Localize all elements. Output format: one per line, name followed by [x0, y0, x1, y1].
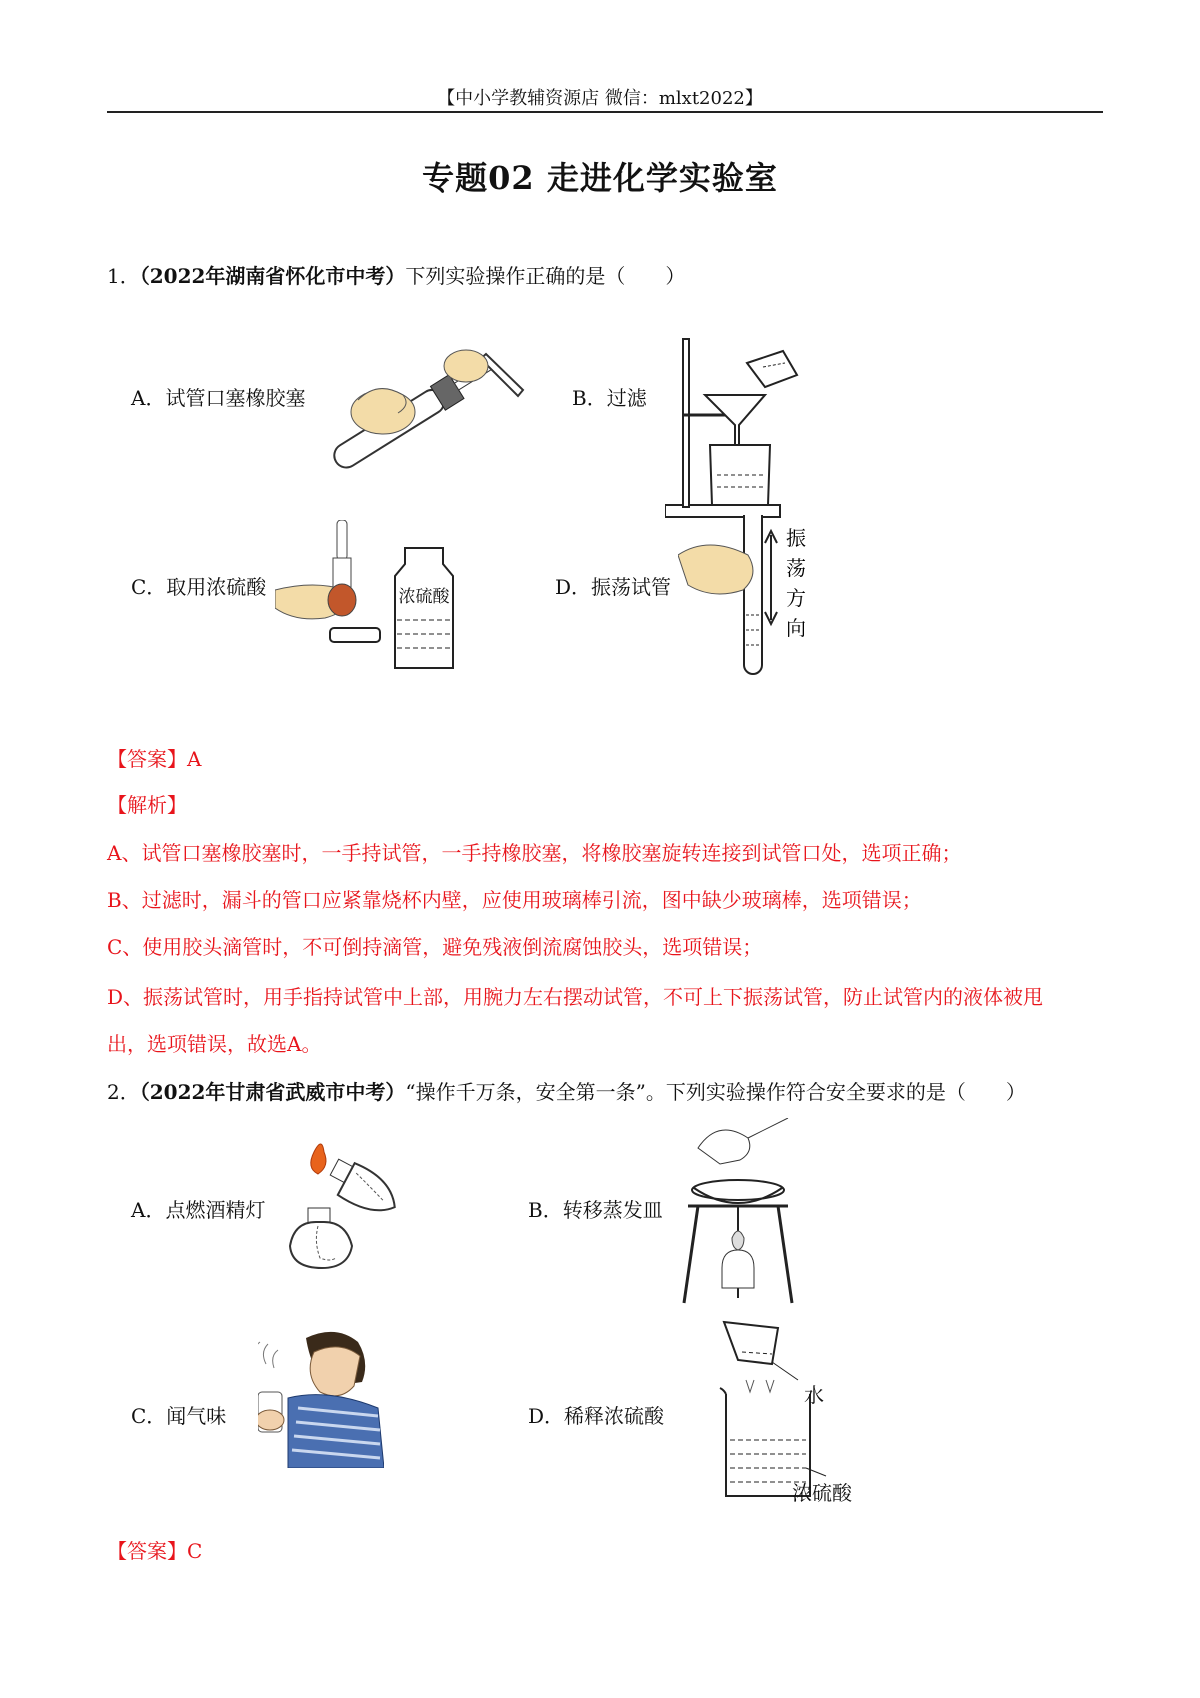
q2-fig-d-acid-label: 浓硫酸: [792, 1481, 852, 1503]
question-2-number: 2．: [107, 1080, 140, 1104]
question-1-number: 1．: [107, 264, 140, 288]
question-1-source: （2022年湖南省怀化市中考）: [139, 264, 406, 288]
q1-analysis-line-3: C、使用胶头滴管时，不可倒持滴管，避免残液倒流腐蚀胶头，选项错误；: [107, 935, 763, 959]
q2-option-d: D．稀释浓硫酸: [528, 1404, 665, 1428]
question-2-source: （2022年甘肃省武威市中考）: [139, 1080, 406, 1104]
q2-fig-d-water-label: 水: [804, 1383, 824, 1407]
q2-answer: 【答案】C: [107, 1539, 203, 1563]
q1-option-b: B．过滤: [572, 386, 647, 410]
q1-figure-d-shaking: [678, 515, 828, 690]
q1-option-a: A．试管口塞橡胶塞: [131, 386, 306, 410]
q2-figure-d-dilution: [680, 1318, 865, 1503]
question-2-text: “操作千万条，安全第一条”。下列实验操作符合安全要求的是（ ）: [405, 1080, 1026, 1104]
page-title: 专题02 走进化学实验室: [422, 159, 778, 197]
q1-analysis-title: 【解析】: [107, 793, 187, 817]
q1-figure-b-filtration: [665, 335, 810, 525]
q1-fig-d-label-2: 荡: [786, 556, 806, 580]
question-1-text: 下列实验操作正确的是（ ）: [405, 264, 686, 288]
header-rule: [107, 111, 1103, 113]
q1-option-d: D．振荡试管: [555, 575, 672, 599]
q2-option-a: A．点燃酒精灯: [131, 1198, 266, 1222]
q1-analysis-line-2: B、过滤时，漏斗的管口应紧靠烧杯内壁，应使用玻璃棒引流，图中缺少玻璃棒，选项错误；: [107, 888, 922, 912]
q2-option-b: B．转移蒸发皿: [528, 1198, 663, 1222]
q1-analysis-line-1: A、试管口塞橡胶塞时，一手持试管，一手持橡胶塞，将橡胶塞旋转连接到试管口处，选项正确；: [107, 841, 962, 865]
q2-figure-c-smelling: [258, 1328, 384, 1468]
q1-analysis-line-5: 出，选项错误，故选A。: [107, 1032, 322, 1056]
q1-figure-c-dropper: [275, 520, 465, 670]
question-2-stem: [107, 1076, 1026, 1105]
q1-analysis-line-4: D、振荡试管时，用手指持试管中上部，用腕力左右摆动试管，不可上下振荡试管，防止试管内的液体被甩: [107, 985, 1044, 1009]
q2-figure-a-alcohol-lamp: [280, 1138, 410, 1273]
q1-option-c: C．取用浓硫酸: [131, 575, 267, 599]
q1-fig-d-label-4: 向: [786, 616, 806, 640]
q1-answer: 【答案】A: [107, 747, 202, 771]
question-1-stem: [107, 260, 685, 289]
q1-fig-d-label-3: 方: [786, 586, 806, 610]
q1-fig-d-label-1: 振: [786, 526, 806, 550]
q2-option-c: C．闻气味: [131, 1404, 227, 1428]
q1-fig-c-acid-label: 浓硫酸: [398, 587, 450, 607]
q2-figure-b-evaporating-dish: [678, 1118, 798, 1308]
q1-figure-a-stopper: [318, 340, 528, 490]
page-header: 【中小学教辅资源店 微信：mlxt2022】: [437, 88, 763, 109]
